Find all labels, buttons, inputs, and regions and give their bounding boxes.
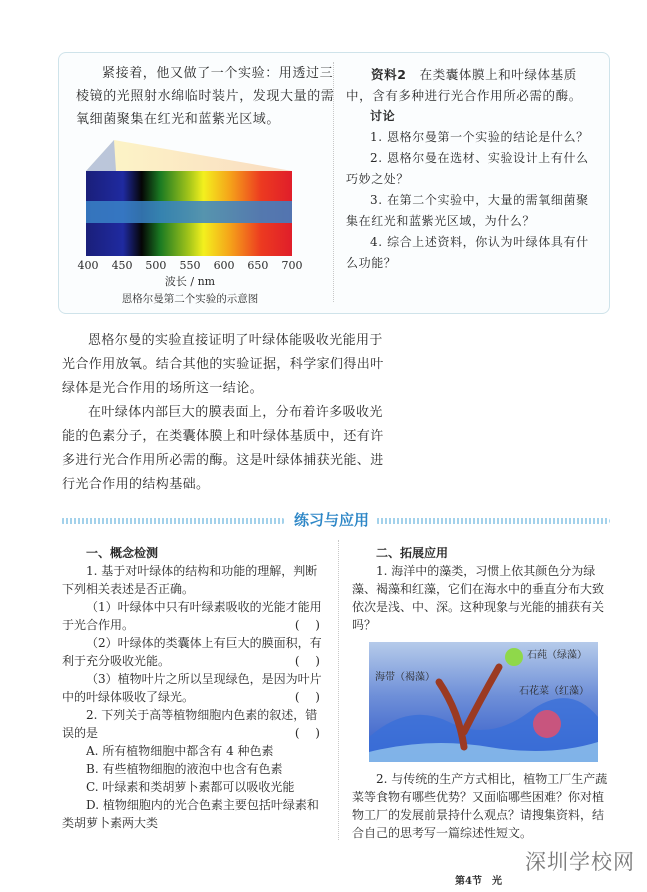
material-2-text: 在类囊体膜上和叶绿体基质中，含有多种进行光合作用所必需的酶。 — [346, 67, 582, 103]
extension-question-1: 1. 海洋中的藻类，习惯上依其颜色分为绿藻、褐藻和红藻，它们在海水中的垂直分布大致依次是浅、中、深。这种现象与光能的捕获有关吗？ — [352, 564, 605, 632]
exercise-title: 练习与应用 — [294, 511, 370, 529]
answer-blank[interactable]: ( ) — [294, 690, 326, 704]
wavelength-axis-ticks — [77, 259, 303, 273]
discussion-column — [346, 64, 594, 274]
option-c: C. 叶绿素和类胡萝卜素都可以吸收光能 — [86, 780, 295, 794]
body-text — [62, 329, 394, 497]
body-paragraph: 在叶绿体内部巨大的膜表面上，分布着许多吸收光能的色素分子，在类囊体膜上和叶绿体基质中，还有许多进行光合作用所必需的酶。这是叶绿体捕获光能、进行光合作用的结构基础。 — [62, 405, 384, 492]
item-text: （1）叶绿体中只有叶绿素吸收的光能才能用于光合作用。 — [62, 600, 322, 632]
discussion-item: 2. 恩格尔曼在选材、实验设计上有什么巧妙之处？ — [346, 151, 589, 186]
label-brown-algae: 海带（褐藻） — [375, 672, 435, 683]
column-divider — [338, 540, 339, 840]
body-paragraph: 恩格尔曼的实验直接证明了叶绿体能吸收光能用于光合作用放氧。结合其他的实验证据，科学家们得出叶绿体是光合作用的场所这一结论。 — [62, 333, 384, 396]
answer-blank[interactable]: ( ) — [294, 726, 326, 740]
label-red-algae: 石花菜（红藻） — [519, 686, 589, 697]
tick-label: 650 — [247, 259, 269, 272]
tick-label: 500 — [145, 259, 167, 272]
section-title: 二、拓展应用 — [376, 546, 449, 560]
question-text: 2. 下列关于高等植物细胞内色素的叙述，错误的是 — [62, 708, 318, 740]
option-b: B. 有些植物细胞的液泡中也含有色素 — [86, 762, 283, 776]
heading-wave-right — [375, 518, 610, 524]
option-d: D. 植物细胞内的光合色素主要包括叶绿素和类胡萝卜素两大类 — [62, 798, 319, 830]
prism-light-rays — [86, 138, 296, 258]
tick-label: 400 — [77, 259, 99, 272]
figure-caption: 恩格尔曼第二个实验的示意图 — [121, 293, 259, 305]
answer-blank[interactable]: ( ) — [294, 618, 326, 632]
material-2-label: 资料2 — [371, 67, 407, 82]
discussion-item: 1. 恩格尔曼第一个实验的结论是什么？ — [370, 130, 589, 144]
tick-label: 700 — [281, 259, 303, 272]
section-footer: 第4节 光 — [455, 876, 502, 887]
tick-label: 550 — [179, 259, 201, 272]
item-text: （3）植物叶片之所以呈现绿色，是因为叶片中的叶绿体吸收了绿光。 — [62, 672, 322, 704]
option-a: A. 所有植物细胞中都含有 4 种色素 — [86, 744, 274, 758]
tick-label: 450 — [111, 259, 133, 272]
experiment-paragraph: 紧接着，他又做了一个实验：用透过三棱镜的光照射水绵临时装片，发现大量的需氧细菌聚集在红光和蓝紫光区域。 — [76, 66, 335, 127]
question-1: 1. 基于对叶绿体的结构和功能的理解，判断下列相关表述是否正确。 — [62, 564, 318, 596]
spectrum-figure — [86, 138, 296, 258]
label-green-algae: 石莼（绿藻） — [527, 650, 587, 661]
discussion-item: 3. 在第二个实验中，大量的需氧细菌聚集在红光和蓝紫光区域，为什么？ — [346, 193, 589, 228]
material-2 — [346, 64, 594, 106]
concept-check-section — [62, 544, 326, 832]
watermark: 深圳学校网 — [525, 850, 635, 874]
extension-section — [352, 544, 608, 842]
question-1-item — [62, 598, 326, 634]
algae-illustration — [369, 642, 598, 762]
axis-label: 波长 / nm — [164, 275, 216, 288]
question-1-item — [62, 670, 326, 706]
tick-label: 600 — [213, 259, 235, 272]
discussion-title: 讨论 — [370, 109, 396, 123]
question-1-item — [62, 634, 326, 670]
heading-wave-left — [60, 518, 285, 524]
discussion-item: 4. 综合上述资料，你认为叶绿体具有什么功能？ — [346, 235, 589, 270]
question-2 — [62, 706, 326, 742]
item-text: （2）叶绿体的类囊体上有巨大的膜面积，有利于充分吸收光能。 — [62, 636, 322, 668]
answer-blank[interactable]: ( ) — [294, 654, 326, 668]
extension-question-2: 2. 与传统的生产方式相比，植物工厂生产蔬菜等食物有哪些优势？又面临哪些困难？你对植物工厂的发展前景持什么观点？请搜集资料，结合自己的思考写一篇综述性短文。 — [352, 772, 608, 840]
section-title: 一、概念检测 — [86, 546, 159, 560]
